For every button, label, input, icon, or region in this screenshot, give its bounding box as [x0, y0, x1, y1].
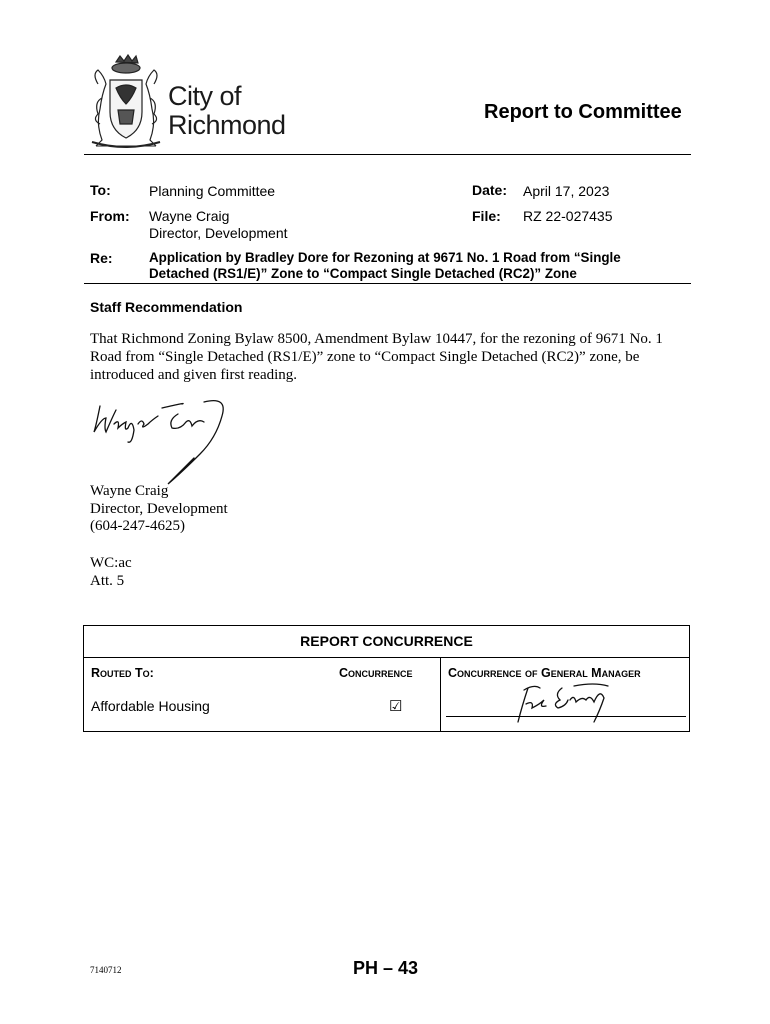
from-name: Wayne Craig: [149, 208, 230, 224]
date-label: Date:: [472, 182, 508, 198]
attachments-count: Att. 5: [90, 572, 125, 589]
city-crest-logo: [88, 54, 164, 152]
recommendation-text: That Richmond Zoning Bylaw 8500, Amendment Bylaw 10447, for the rezoning of 9671 No. 1 Road from “Single Detached (RS1/E)” zone to “Compact Single Detached (RC2)” zone, be introduced and given first reading.: [90, 331, 663, 383]
file-value: RZ 22-027435: [523, 208, 613, 224]
table-header-divider: [84, 657, 689, 658]
wayne-craig-signature: [88, 388, 238, 488]
signatory-title: Director, Development: [90, 500, 228, 517]
routed-to-header: Routed To:: [91, 666, 154, 680]
gm-concurrence-header: Concurrence of General Manager: [448, 666, 641, 680]
to-label: To:: [90, 182, 111, 198]
signatory-block: [90, 483, 228, 536]
to-value: Planning Committee: [149, 183, 276, 199]
table-column-divider: [440, 657, 441, 731]
concurrence-checkmark-icon: ☑: [389, 698, 403, 715]
city-name-line1: City of: [168, 81, 242, 111]
file-label: File:: [472, 208, 501, 224]
re-subject: Application by Bradley Dore for Rezoning at 9671 No. 1 Road from “Single Detached (RS1/E)” Zone to “Compact Single Detached (RC2)” Zone: [149, 250, 621, 281]
re-label: Re:: [90, 250, 113, 266]
from-label: From:: [90, 208, 130, 224]
general-manager-signature: [504, 678, 614, 728]
date-value: April 17, 2023: [523, 183, 610, 199]
initials-block: [90, 555, 132, 590]
from-title: Director, Development: [149, 225, 288, 241]
signatory-phone: (604-247-4625): [90, 518, 185, 534]
gm-signature-line: [446, 716, 686, 717]
report-title: Report to Committee: [484, 101, 682, 123]
report-concurrence-table: [83, 625, 690, 732]
subject-divider: [84, 283, 691, 284]
concurrence-title: REPORT CONCURRENCE: [300, 633, 473, 649]
city-name-line2: Richmond: [168, 110, 286, 140]
concurrence-header: Concurrence: [339, 666, 413, 680]
page-number: PH – 43: [353, 958, 419, 978]
header-divider: [84, 154, 691, 155]
document-id: 7140712: [90, 965, 122, 975]
city-name: [168, 82, 286, 140]
signatory-name: Wayne Craig: [90, 483, 169, 499]
department-affordable-housing: Affordable Housing: [91, 698, 210, 714]
author-initials: WC:ac: [90, 555, 132, 571]
staff-recommendation-heading: Staff Recommendation: [90, 299, 243, 315]
